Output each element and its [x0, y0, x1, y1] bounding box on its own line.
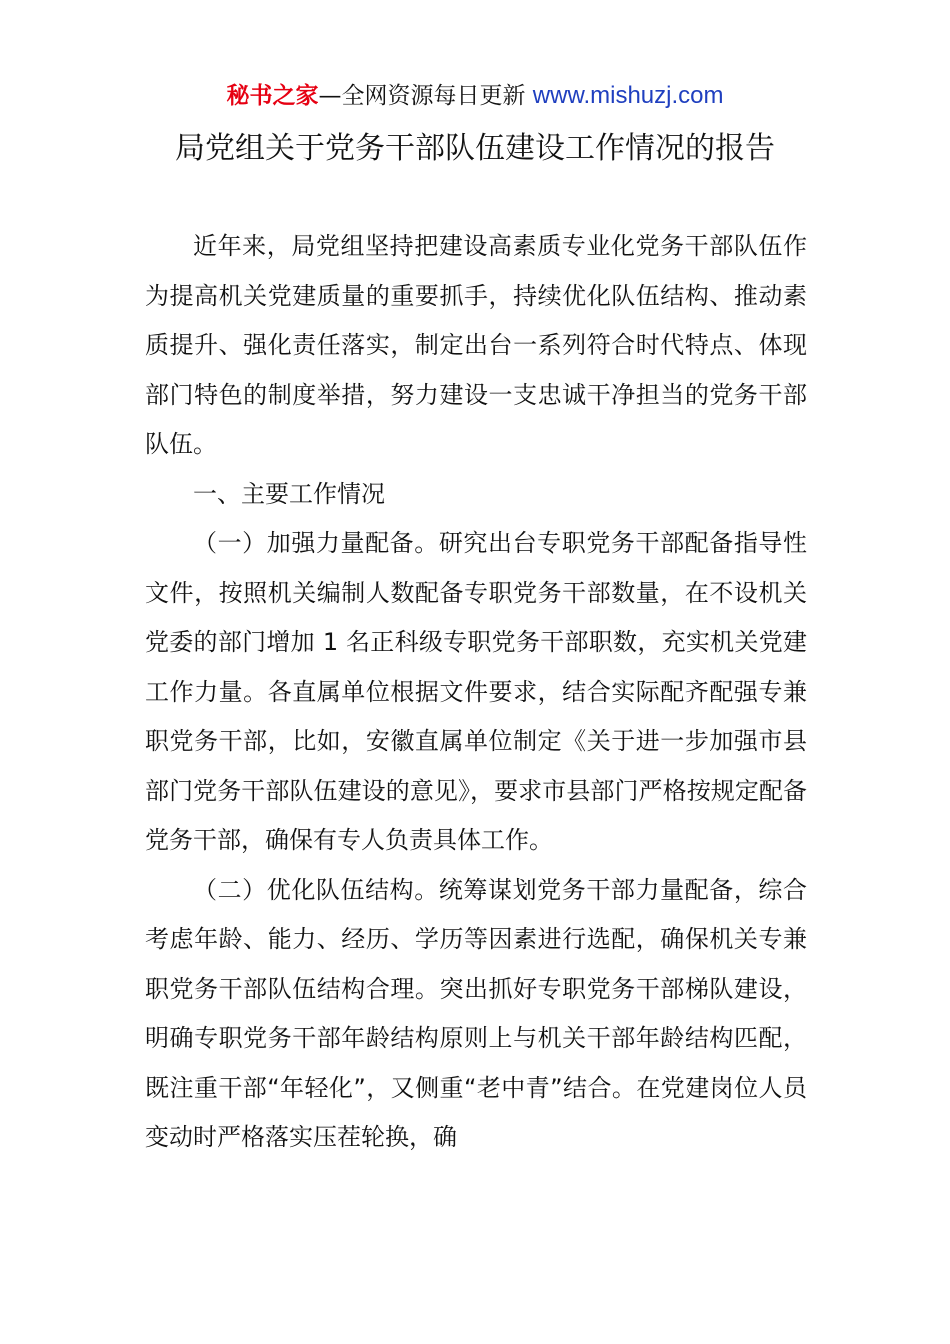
paragraph-staffing: （一）加强力量配备。研究出台专职党务干部配备指导性文件，按照机关编制人数配备专职党务干部数量，在不设机关党委的部门增加 1 名正科级专职党务干部职数，充实机关党建工作力量。各直属单位根据文件要求，结合实际配齐配强专兼职党务干部，比如，安徽直属单位制定《关于进一步加强市县部门党务干部队伍建设的意见》，要求市县部门严格按规定配备党务干部，确保有专人负责具体工作。: [145, 529, 807, 854]
document-title: 局党组关于党务干部队伍建设工作情况的报告: [175, 131, 775, 166]
site-url[interactable]: www.mishuzj.com: [532, 82, 724, 109]
site-brand: 秘书之家: [226, 83, 319, 109]
document-body: [145, 222, 807, 1163]
intro-paragraph: 近年来，局党组坚持把建设高素质专业化党务干部队伍作为提高机关党建质量的重要抓手，持续优化队伍结构、推动素质提升、强化责任落实，制定出台一系列符合时代特点、体现部门特色的制度举措，努力建设一支忠诚干净担当的党务干部队伍。: [145, 232, 807, 458]
site-header: [0, 80, 950, 112]
site-tagline: —全网资源每日更新: [318, 83, 533, 109]
section-heading: 一、主要工作情况: [193, 479, 385, 508]
paragraph-structure: （二）优化队伍结构。统筹谋划党务干部力量配备，综合考虑年龄、能力、经历、学历等因素进行选配，确保机关专兼职党务干部队伍结构合理。突出抓好专职党务干部梯队建设，明确专职党务干部年龄结构原则上与机关干部年龄结构匹配，既注重干部“年轻化”，又侧重“老中青”结合。在党建岗位人员变动时严格落实压茬轮换，确: [145, 875, 807, 1151]
